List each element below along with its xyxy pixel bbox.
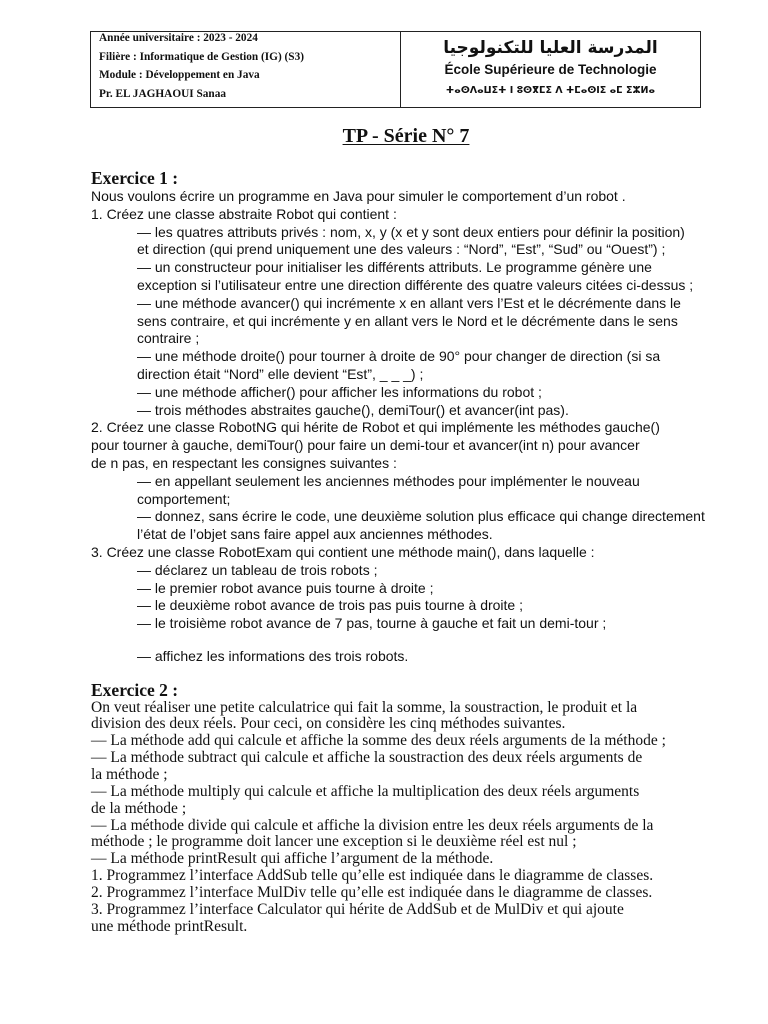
method-line: méthode ; le programme doit lancer une exception si le deuxième réel est nul ; xyxy=(91,833,577,851)
method-item xyxy=(91,733,666,750)
lead-line: 2. Créez une classe RobotNG qui hérite de Robot et qui implémente les méthodes gauche() xyxy=(91,419,660,436)
question-2-item xyxy=(91,473,705,509)
program: Filière : Informatique de Gestion (IG) (S3) xyxy=(99,50,304,63)
item-line: l’état de l’objet sans faire appel aux anciennes méthodes. xyxy=(137,526,493,543)
item-line: — une méthode avancer() qui incrémente x en allant vers l’Est et le décrémente dans le xyxy=(137,294,681,311)
exercise-2-intro xyxy=(91,700,666,734)
header-table xyxy=(90,31,701,108)
method-line: — La méthode subtract qui calcule et affiche la soustraction des deux réels arguments de xyxy=(91,749,643,767)
task-line: 2. Programmez l’interface MulDiv telle qu’elle est indiquée dans le diagramme de classes. xyxy=(91,883,653,901)
question-3-item: — le premier robot avance puis tourne à droite ; xyxy=(137,579,434,596)
question-3-item: — le deuxième robot avance de trois pas puis tourne à droite ; xyxy=(137,597,523,614)
school-name-french: École Supérieure de Technologie xyxy=(444,62,657,77)
school-identity xyxy=(401,32,700,107)
method-line: — La méthode divide qui calcule et affiche la division entre les deux réels arguments de la xyxy=(91,816,654,834)
exercise-1-heading: Exercice 1 : xyxy=(91,168,179,188)
method-line: — La méthode add qui calcule et affiche la somme des deux réels arguments de la méthode ; xyxy=(91,732,666,750)
lead-line: de n pas, en respectant les consignes suivantes : xyxy=(91,454,397,471)
exercise-1-intro: Nous voulons écrire un programme en Java pour simuler le comportement d’un robot . xyxy=(91,188,626,204)
school-name-tifinagh: ⵜⴰⵙⴷⴰⵡⵉⵜ ⵏ ⵓⵙⴳⵎⵉ ⴷ ⵜⵎⴰⵙⵏⵉ ⴰⵎ ⵉⵣⵍⴰ xyxy=(445,85,656,96)
item-line: contraire ; xyxy=(137,330,200,347)
school-name-arabic: المدرسة العليا للتكنولوجيا xyxy=(443,38,658,58)
question-3-item: — déclarez un tableau de trois robots ; xyxy=(137,561,378,578)
module: Module : Développement en Java xyxy=(99,69,260,82)
exercise-2-body xyxy=(91,700,666,936)
method-item xyxy=(91,851,666,868)
task-item xyxy=(91,885,666,902)
intro-line: division des deux réels. Pour ceci, on considère les cinq méthodes suivantes. xyxy=(91,715,566,733)
page-title-block xyxy=(90,124,722,148)
task-line: 3. Programmez l’interface Calculator qui hérite de AddSub et de MulDiv et qui ajoute xyxy=(91,900,624,918)
exercise-2-heading: Exercice 2 : xyxy=(91,680,179,700)
item-line: — une méthode droite() pour tourner à droite de 90° pour changer de direction (si sa xyxy=(137,348,661,365)
method-item xyxy=(91,750,666,784)
lead-line: pour tourner à gauche, demiTour() pour faire un demi-tour et avancer(int n) pour avancer xyxy=(91,437,640,454)
course-info xyxy=(91,32,401,107)
method-item xyxy=(91,784,666,818)
method-line: de la méthode ; xyxy=(91,799,187,817)
question-3-item: — le troisième robot avance de 7 pas, tourne à gauche et fait un demi-tour ; xyxy=(137,615,607,632)
item-line: sens contraire, et qui incrémente y en allant vers le Nord et le décrémente dans le sens xyxy=(137,312,678,329)
question-3-lead: 3. Créez une classe RobotExam qui contient une méthode main(), dans laquelle : xyxy=(91,543,595,560)
intro-line: On veut réaliser une petite calculatrice qui fait la somme, la soustraction, le produit et la xyxy=(91,698,638,716)
question-3-item: — affichez les informations des trois robots. xyxy=(137,647,409,664)
item-line: — donnez, sans écrire le code, une deuxième solution plus efficace qui change directement xyxy=(137,508,705,525)
method-line: — La méthode printResult qui affiche l’argument de la méthode. xyxy=(91,850,494,868)
item-line: direction était “Nord” elle devient “Est”, _ _ _) ; xyxy=(137,365,424,382)
method-line: la méthode ; xyxy=(91,765,168,783)
task-line: 1. Programmez l’interface AddSub telle qu’elle est indiquée dans le diagramme de classes. xyxy=(91,867,654,885)
question-2-item xyxy=(91,508,705,544)
professor: Pr. EL JAGHAOUI Sanaa xyxy=(99,87,227,100)
item-line: comportement; xyxy=(137,490,231,507)
task-line: une méthode printResult. xyxy=(91,917,248,935)
item-line: — une méthode afficher() pour afficher les informations du robot ; xyxy=(137,383,542,400)
item-line: — en appellant seulement les anciennes méthodes pour implémenter le nouveau xyxy=(137,472,640,489)
question-1-lead: 1. Créez une classe abstraite Robot qui contient : xyxy=(91,205,397,222)
question-1-item xyxy=(91,259,705,295)
task-item xyxy=(91,902,666,936)
item-line: — un constructeur pour initialiser les différents attributs. Le programme génère une xyxy=(137,259,652,276)
item-line: exception si l’utilisateur entre une direction différente des quatre valeurs citées ci-dessus ; xyxy=(137,276,694,293)
task-item xyxy=(91,868,666,885)
item-line: — trois méthodes abstraites gauche(), demiTour() et avancer(int pas). xyxy=(137,401,569,418)
item-line: et direction (qui prend uniquement une des valeurs : “Nord”, “Est”, “Sud” ou “Ouest”) ; xyxy=(137,241,666,258)
question-1-item xyxy=(91,295,705,348)
page-title: TP - Série N° 7 xyxy=(342,125,470,147)
method-item xyxy=(91,818,666,852)
question-1-item xyxy=(91,384,705,402)
question-1-item xyxy=(91,402,705,420)
exercise-1-body xyxy=(91,188,705,666)
question-1-item xyxy=(91,348,705,384)
academic-year: Année universitaire : 2023 - 2024 xyxy=(99,32,258,44)
item-line: — les quatres attributs privés : nom, x, y (x et y sont deux entiers pour définir la position) xyxy=(137,223,685,240)
method-line: — La méthode multiply qui calcule et affiche la multiplication des deux réels arguments xyxy=(91,782,640,800)
question-1-item xyxy=(91,224,705,260)
question-2-lead xyxy=(91,419,705,472)
